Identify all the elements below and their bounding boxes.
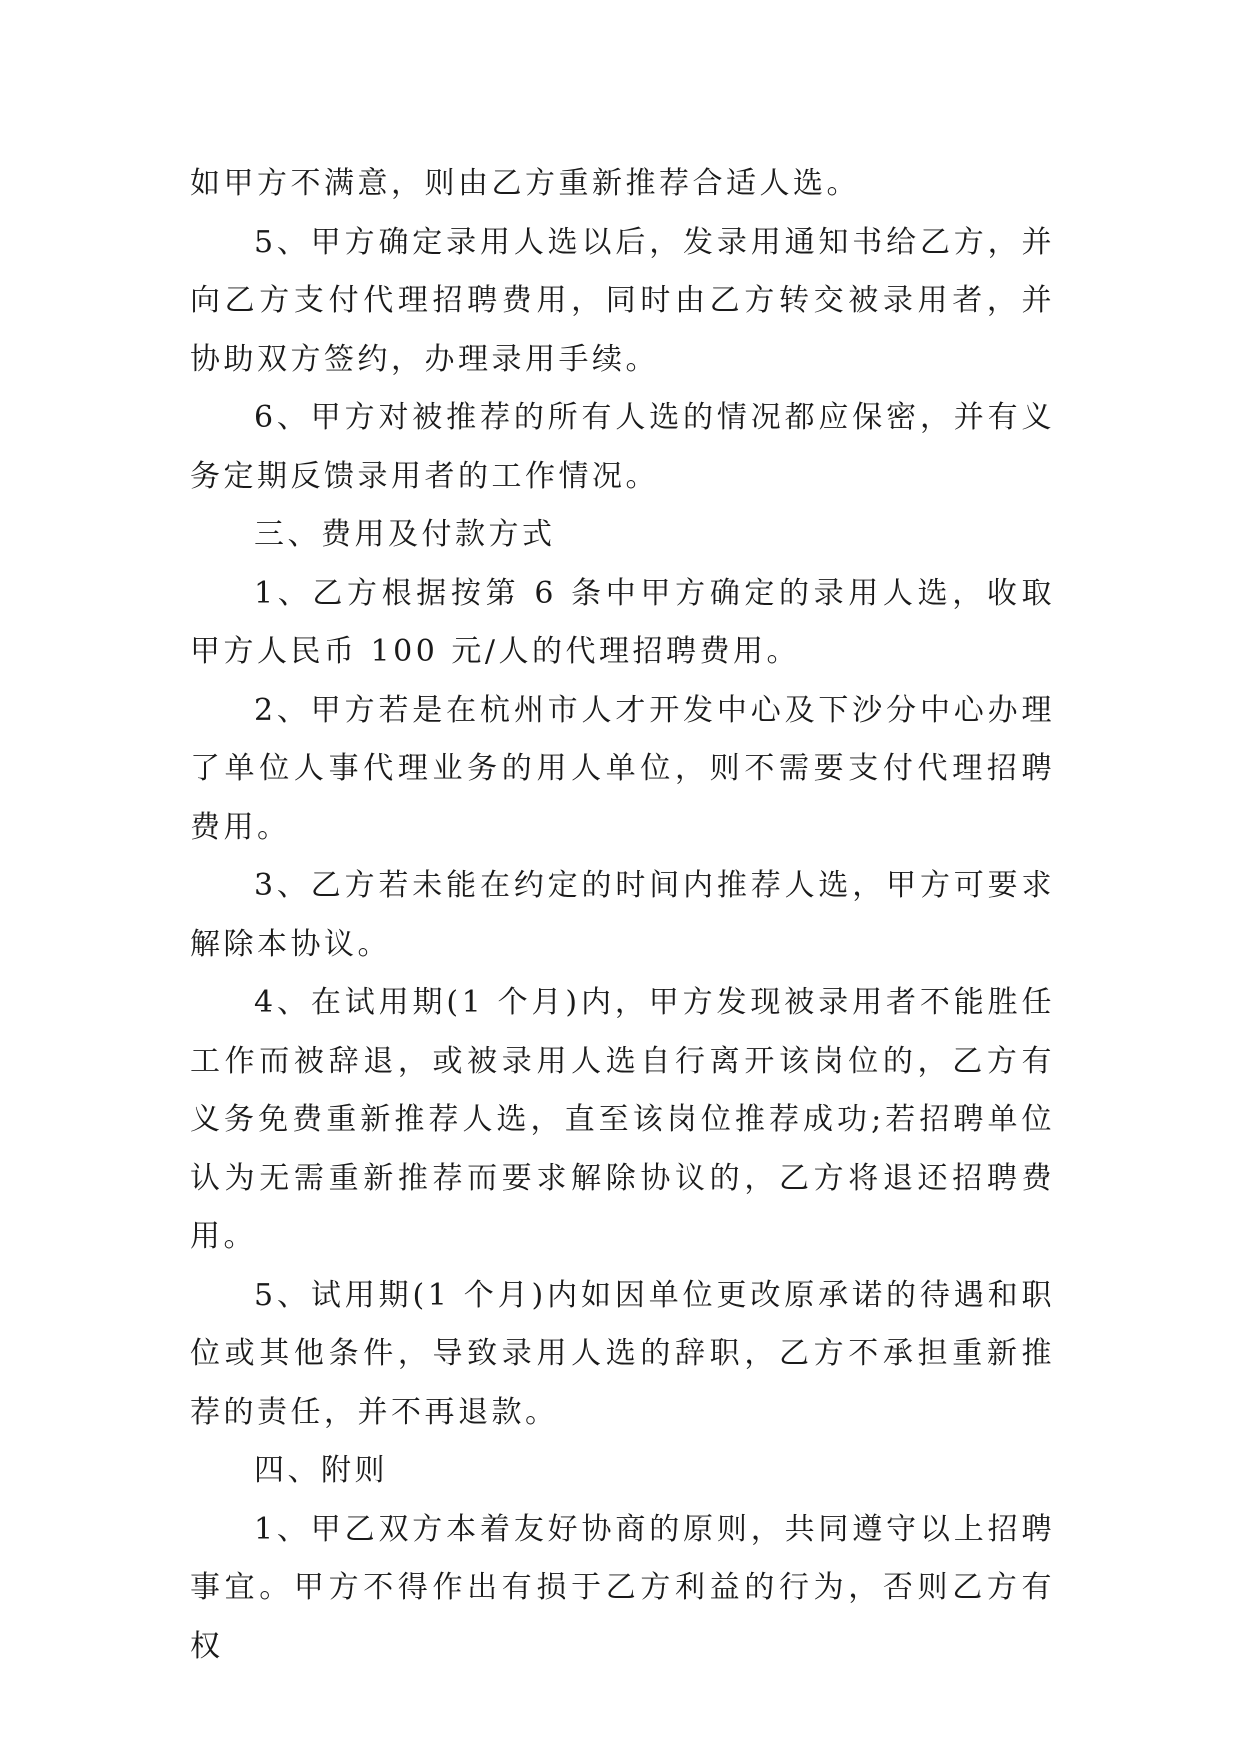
paragraph-clause-4-1: 1、甲乙双方本着友好协商的原则，共同遵守以上招聘事宜。甲方不得作出有损于乙方利益的行为，否则乙方有权 xyxy=(190,1511,1055,1664)
paragraph-clause-3-3: 3、乙方若未能在约定的时间内推荐人选，甲方可要求解除本协议。 xyxy=(190,868,1055,962)
section-heading-supplementary: 四、附则 xyxy=(254,1453,388,1488)
paragraph-clause-3-4: 4、在试用期(1 个月)内，甲方发现被录用者不能胜任工作而被辞退，或被录用人选自行离开该岗位的，乙方有义务免费重新推荐人选，直至该岗位推荐成功;若招聘单位认为无需重新推荐而要求解除协议的，乙方将退还招聘费用。 xyxy=(190,985,1055,1254)
document-body xyxy=(190,155,1055,1676)
section-heading-fees: 三、费用及付款方式 xyxy=(254,517,556,552)
paragraph-clause-2-6: 6、甲方对被推荐的所有人选的情况都应保密，并有义务定期反馈录用者的工作情况。 xyxy=(190,400,1055,494)
paragraph-clause-3-1: 1、乙方根据按第 6 条中甲方确定的录用人选，收取甲方人民币 100 元/人的代理招聘费用。 xyxy=(190,575,1055,669)
paragraph-clause-3-5: 5、试用期(1 个月)内如因单位更改原承诺的待遇和职位或其他条件，导致录用人选的辞职，乙方不承担重新推荐的责任，并不再退款。 xyxy=(190,1277,1055,1430)
paragraph-continuation: 如甲方不满意，则由乙方重新推荐合适人选。 xyxy=(190,166,860,201)
paragraph-clause-3-2: 2、甲方若是在杭州市人才开发中心及下沙分中心办理了单位人事代理业务的用人单位，则不需要支付代理招聘费用。 xyxy=(190,692,1055,845)
paragraph-clause-2-5: 5、甲方确定录用人选以后，发录用通知书给乙方，并向乙方支付代理招聘费用，同时由乙方转交被录用者，并协助双方签约，办理录用手续。 xyxy=(190,224,1055,377)
